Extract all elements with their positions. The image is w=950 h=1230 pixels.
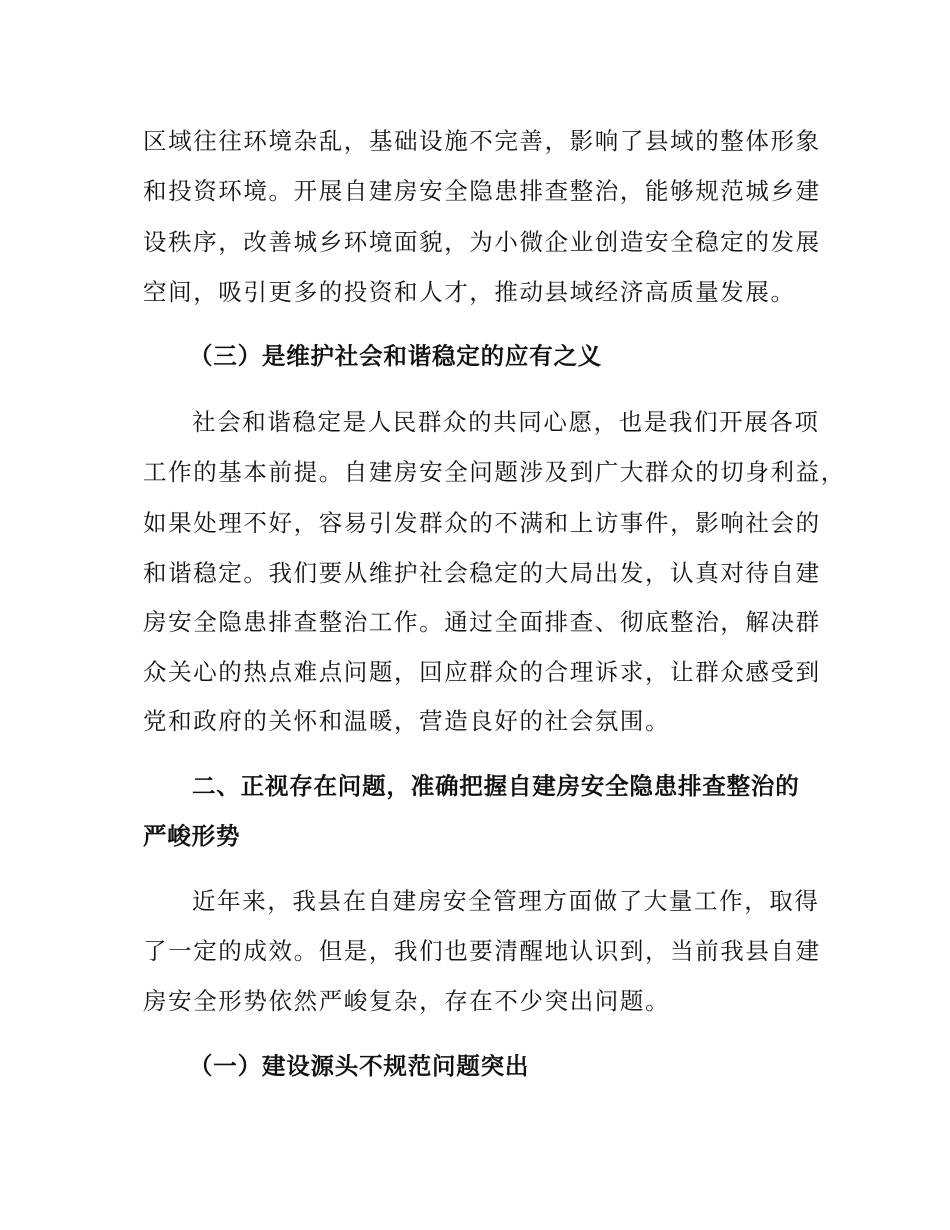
subheading-one: （一）建设源头不规范问题突出 <box>189 1052 530 1080</box>
section-heading: 二、正视存在问题，准确把握自建房安全隐患排查整治的 <box>192 772 800 800</box>
paragraph-line: 了一定的成效。但是，我们也要清醒地认识到，当前我县自建 <box>143 937 821 965</box>
paragraph-line: 和投资环境。开展自建房安全隐患排查整治，能够规范城乡建 <box>143 177 821 205</box>
paragraph-line: 房安全形势依然严峻复杂，存在不少突出问题。 <box>143 987 671 1015</box>
section-heading: 严峻形势 <box>143 822 241 850</box>
paragraph-line: 党和政府的关怀和温暖，营造良好的社会氛围。 <box>143 707 671 735</box>
paragraph-line: 如果处理不好，容易引发群众的不满和上访事件，影响社会的 <box>143 509 821 537</box>
paragraph-line: 近年来，我县在自建房安全管理方面做了大量工作，取得 <box>192 887 820 915</box>
paragraph-line: 和谐稳定。我们要从维护社会稳定的大局出发，认真对待自建 <box>143 559 821 587</box>
paragraph-line: 设秩序，改善城乡环境面貌，为小微企业创造安全稳定的发展 <box>143 228 821 256</box>
paragraph-line: 众关心的热点难点问题，回应群众的合理诉求，让群众感受到 <box>143 658 821 686</box>
subheading-three: （三）是维护社会和谐稳定的应有之义 <box>189 342 603 370</box>
paragraph-line: 空间，吸引更多的投资和人才，推动县域经济高质量发展。 <box>143 278 796 306</box>
paragraph-line: 房安全隐患排查整治工作。通过全面排查、彻底整治，解决群 <box>143 608 821 636</box>
paragraph-line: 工作的基本前提。自建房安全问题涉及到广大群众的切身利益， <box>143 458 846 486</box>
paragraph-line: 区域往往环境杂乱，基础设施不完善，影响了县域的整体形象 <box>143 127 821 155</box>
paragraph-line: 社会和谐稳定是人民群众的共同心愿，也是我们开展各项 <box>192 408 820 436</box>
